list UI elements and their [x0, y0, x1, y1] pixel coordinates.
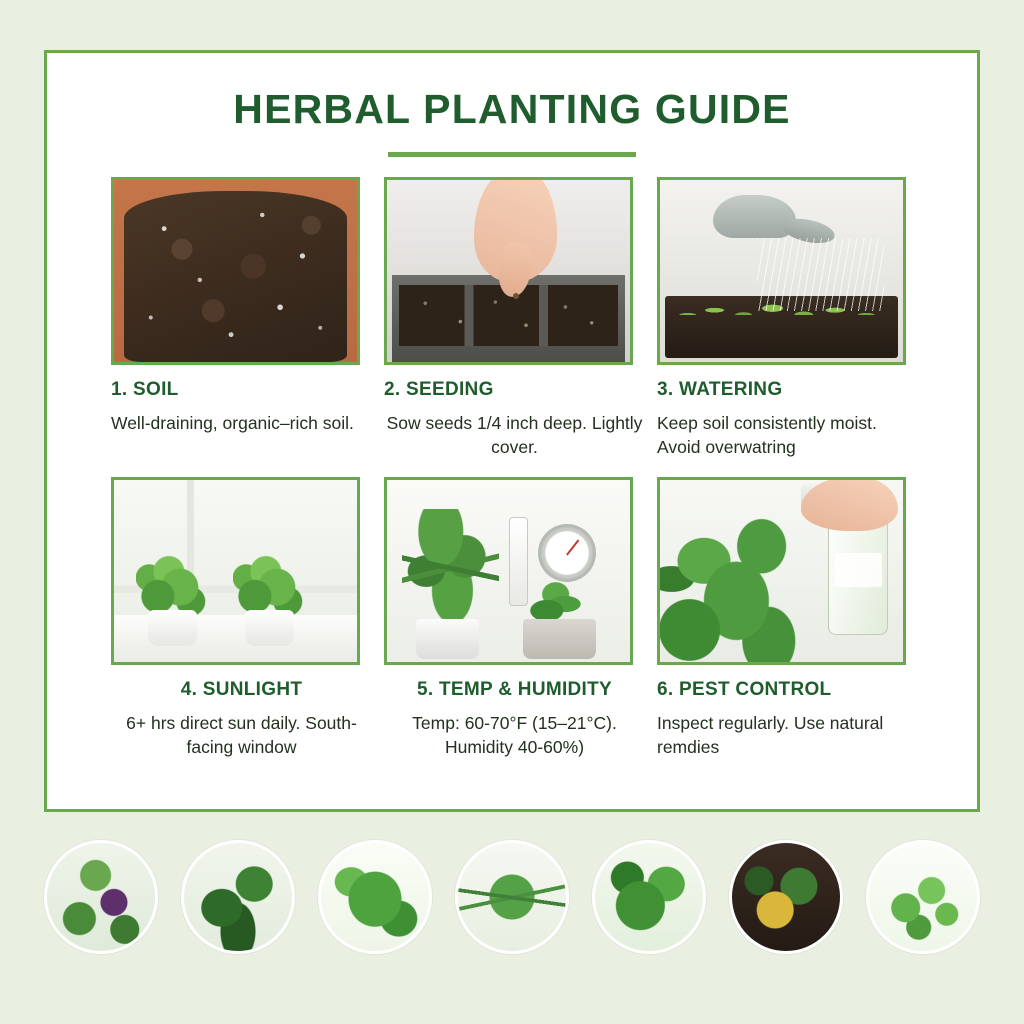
spray-bottle-on-mint-photo [657, 477, 906, 665]
herbs-on-sunny-windowsill-photo [111, 477, 360, 665]
step-body: Well-draining, organic–rich soil. [111, 413, 354, 433]
step-body: 6+ hrs direct sun daily. South-facing window [126, 713, 357, 758]
step-body: Inspect regularly. Use natural remdies [657, 713, 884, 758]
watering-can-over-seedlings-photo [657, 177, 906, 365]
sweet-basil-thumb [318, 840, 432, 954]
step-card-seeding [378, 177, 651, 459]
step-heading: 3. WATERING [657, 379, 783, 400]
herb-thumbnail-strip [0, 840, 1024, 954]
mustard-seed-bowl-thumb [729, 840, 843, 954]
step-card-temp-humidity [378, 477, 651, 759]
guide-card [44, 50, 980, 812]
steps-grid [105, 177, 925, 778]
soil-in-terracotta-pot-photo [111, 177, 360, 365]
step-body: Sow seeds 1/4 inch deep. Lightly cover. [386, 413, 643, 458]
title-underline-rule [388, 152, 636, 157]
step-heading: 6. PEST CONTROL [657, 679, 832, 701]
thermometer-hygrometer-with-herbs-photo [384, 477, 633, 665]
step-heading: 4. SUNLIGHT [180, 679, 303, 701]
page-title: HERBAL PLANTING GUIDE [233, 86, 791, 132]
step-card-soil [105, 177, 378, 459]
step-heading: 5. TEMP & HUMIDITY [416, 679, 613, 701]
step-card-pest-control [651, 477, 924, 759]
step-heading: 1. SOIL [111, 379, 179, 400]
purple-basil-thumb [44, 840, 158, 954]
step-body: Keep soil consistently moist. Avoid overwatring [657, 413, 877, 458]
cilantro-thumb [866, 840, 980, 954]
step-body: Temp: 60-70°F (15–21°C). Humidity 40-60%) [412, 713, 617, 758]
rosemary-thumb [455, 840, 569, 954]
step-card-watering [651, 177, 924, 459]
bay-laurel-thumb [181, 840, 295, 954]
step-card-sunlight [105, 477, 378, 759]
step-heading: 2. SEEDING [384, 379, 494, 400]
mint-thumb [592, 840, 706, 954]
hand-sowing-seeds-in-tray-photo [384, 177, 633, 365]
